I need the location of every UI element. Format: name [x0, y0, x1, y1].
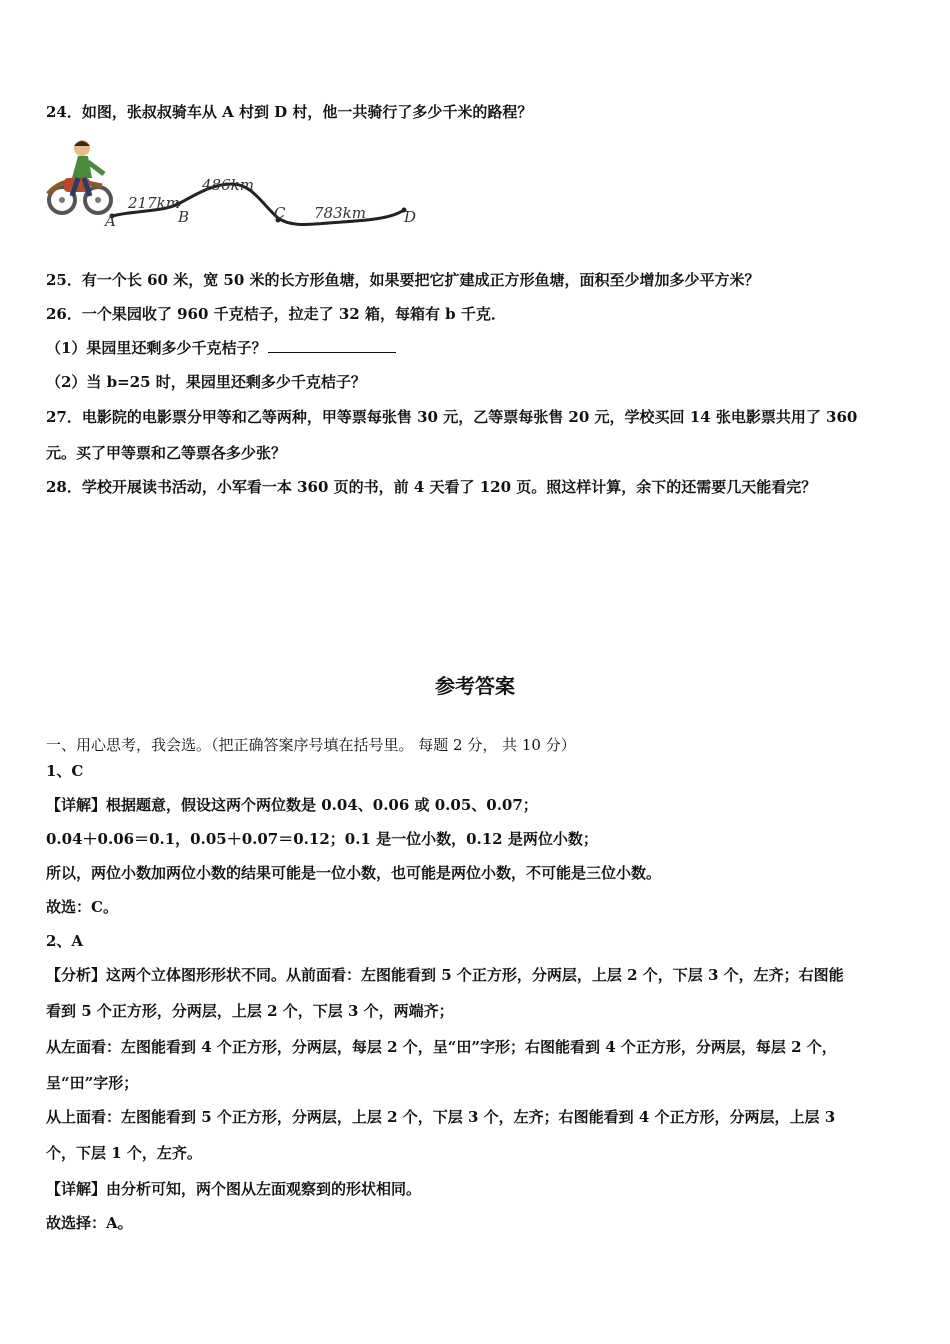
point-c-label: C	[274, 204, 286, 222]
question-26-part2: （2）当 b=25 时，果园里还剩多少千克桔子？	[46, 373, 366, 391]
answer-1-conclusion: 所以，两位小数加两位小数的结果可能是一位小数，也可能是两位小数，不可能是三位小数。	[46, 864, 662, 882]
answer-blank[interactable]	[268, 338, 396, 353]
question-26-part1	[46, 338, 396, 358]
question-24: 24．如图，张叔叔骑车从 A 村到 D 村，他一共骑行了多少千米的路程？	[46, 103, 533, 121]
question-26: 26．一个果园收了 960 千克桔子，拉走了 32 箱，每箱有 b 千克．	[46, 305, 506, 323]
distance-cd-label: 783km	[314, 204, 366, 222]
answer-2-left-2: 呈“田”字形；	[46, 1074, 139, 1092]
point-b-label: B	[178, 208, 190, 226]
answer-2-head: 2、A	[46, 932, 84, 950]
route-diagram	[42, 138, 432, 232]
question-27-line2: 元。买了甲等票和乙等票各多少张？	[46, 444, 287, 462]
answer-1-detail: 【详解】根据题意，假设这两个两位数是 0.04、0.06 或 0.05、0.07；	[46, 796, 538, 814]
question-28: 28．学校开展读书活动，小军看一本 360 页的书，前 4 天看了 120 页。照这样计算，余下的还需要几天能看完？	[46, 478, 817, 496]
route-figure	[42, 138, 432, 232]
answer-2-left-1: 从左面看：左图能看到 4 个正方形，分两层，每层 2 个，呈“田”字形；右图能看到 4 个正方形，分两层，每层 2 个，	[46, 1038, 837, 1056]
question-26-part1-text: （1）果园里还剩多少千克桔子？	[46, 339, 267, 357]
answer-1-head: 1、C	[46, 762, 84, 780]
answer-2-analysis-1: 【分析】这两个立体图形形状不同。从前面看：左图能看到 5 个正方形，分两层，上层 2 个，下层 3 个，左齐；右图能	[46, 966, 844, 984]
distance-bc-label: 486km	[202, 176, 254, 194]
point-a-label: A	[105, 212, 116, 230]
cyclist-icon	[48, 140, 111, 213]
question-25: 25．有一个长 60 米，宽 50 米的长方形鱼塘，如果要把它扩建成正方形鱼塘，面积至少增加多少平方米？	[46, 271, 760, 289]
answer-2-detail: 【详解】由分析可知，两个图从左面观察到的形状相同。	[46, 1180, 422, 1198]
answer-2-top-2: 个，下层 1 个，左齐。	[46, 1144, 202, 1162]
distance-ab-label: 217km	[128, 194, 180, 212]
answer-1-choice: 故选：C。	[46, 898, 118, 916]
answer-1-calc: 0.04＋0.06＝0.1，0.05＋0.07＝0.12；0.1 是一位小数，0.12 是两位小数；	[46, 830, 598, 848]
answer-2-top-1: 从上面看：左图能看到 5 个正方形，分两层，上层 2 个，下层 3 个，左齐；右图能看到 4 个正方形，分两层，上层 3	[46, 1108, 836, 1126]
answer-2-analysis-2: 看到 5 个正方形，分两层，上层 2 个，下层 3 个，两端齐；	[46, 1002, 454, 1020]
answers-title: 参考答案	[435, 674, 515, 698]
section-1-heading: 一、用心思考，我会选。（把正确答案序号填在括号里。 每题 2 分， 共 10 分）	[46, 736, 576, 754]
question-27-line1: 27．电影院的电影票分甲等和乙等两种，甲等票每张售 30 元，乙等票每张售 20 元，学校买回 14 张电影票共用了 360	[46, 408, 858, 426]
point-d-label: D	[404, 208, 417, 226]
answer-2-choice: 故选择：A。	[46, 1214, 133, 1232]
